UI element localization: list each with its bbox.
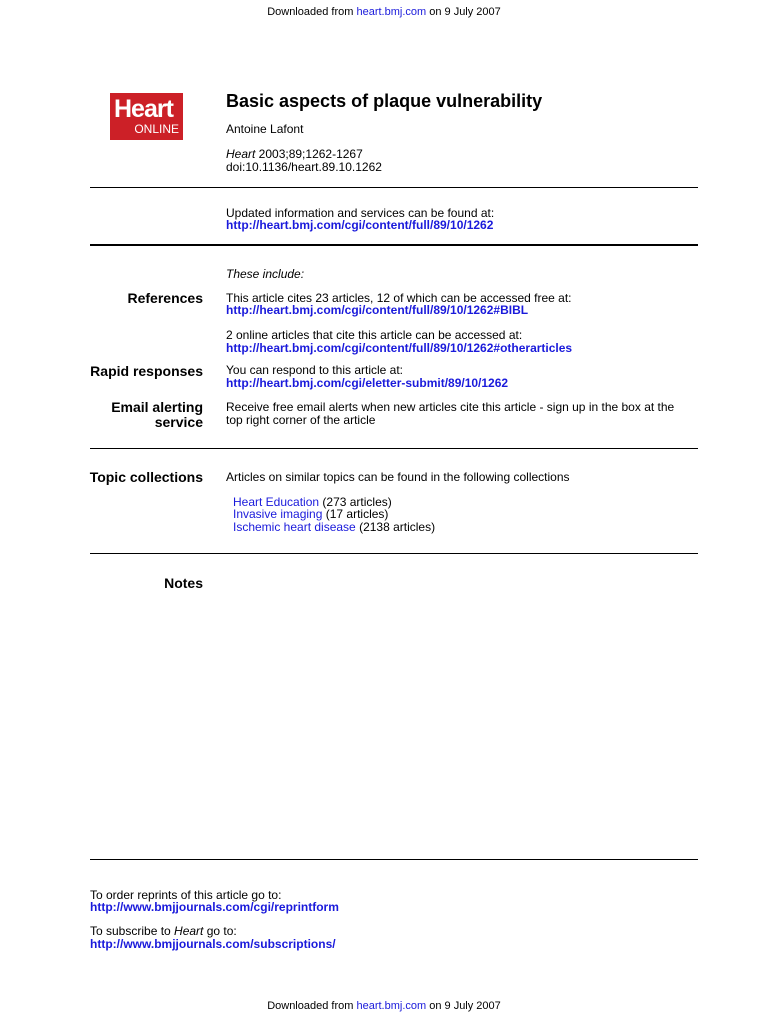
download-suffix: on 9 July 2007	[426, 1000, 501, 1012]
download-prefix: Downloaded from	[267, 1000, 357, 1012]
subscribe-link[interactable]: http://www.bmjjournals.com/subscriptions/	[90, 937, 336, 951]
email-alerting-label	[111, 400, 203, 430]
collection-count: (2138 articles)	[355, 520, 436, 534]
divider	[90, 553, 698, 554]
email-alerting-text-line2: top right corner of the article	[226, 412, 376, 427]
updated-info-link[interactable]: http://heart.bmj.com/cgi/content/full/89/10/1262	[226, 218, 494, 232]
rapid-responses-link[interactable]: http://heart.bmj.com/cgi/eletter-submit/89/10/1262	[226, 376, 509, 390]
collection-count: (273 articles)	[319, 495, 392, 509]
references-link-1[interactable]: http://heart.bmj.com/cgi/content/full/89/10/1262#BIBL	[226, 303, 529, 317]
updated-info-text: Updated information and services can be found at:	[226, 206, 495, 220]
references-text-2: 2 online articles that cite this article can be accessed at:	[226, 328, 523, 342]
collection-item	[233, 521, 435, 534]
download-notice-bottom	[0, 1000, 768, 1012]
divider	[90, 448, 698, 449]
email-alerting-text	[226, 401, 698, 426]
subscribe-journal: Heart	[174, 924, 204, 938]
article-author: Antoine Lafont	[226, 122, 304, 136]
site-link[interactable]: heart.bmj.com	[356, 1000, 427, 1012]
collection-link[interactable]: Invasive imaging	[233, 507, 323, 521]
divider	[90, 244, 698, 246]
subscribe-prefix: To subscribe to	[90, 924, 175, 938]
citation-details: 2003;89;1262-1267	[255, 147, 363, 161]
logo-online-text: ONLINE	[134, 122, 179, 136]
rapid-responses-text: You can respond to this article at:	[226, 363, 403, 377]
subscribe-text	[90, 925, 237, 938]
email-alerting-label-line1: Email alerting	[111, 399, 203, 415]
collection-item	[233, 508, 388, 521]
email-alerting-label-line2: service	[154, 414, 203, 430]
topic-collections-label: Topic collections	[89, 469, 203, 485]
download-suffix: on 9 July 2007	[426, 6, 501, 18]
references-label: References	[127, 290, 203, 306]
download-prefix: Downloaded from	[267, 6, 357, 18]
article-title: Basic aspects of plaque vulnerability	[226, 91, 543, 111]
references-text-1: This article cites 23 articles, 12 of which can be accessed free at:	[226, 291, 572, 305]
references-link-2[interactable]: http://heart.bmj.com/cgi/content/full/89/10/1262#otherarticles	[226, 341, 573, 355]
collection-link[interactable]: Ischemic heart disease	[233, 520, 356, 534]
download-notice-top	[0, 6, 768, 18]
rapid-responses-label: Rapid responses	[90, 363, 203, 379]
reprints-text: To order reprints of this article go to:	[90, 888, 282, 902]
email-alerting-text-line1: Receive free email alerts when new articles cite this article - sign up in the box at the	[226, 400, 675, 414]
heart-online-logo	[110, 93, 183, 140]
logo-heart-text: Heart	[114, 95, 173, 123]
site-link[interactable]: heart.bmj.com	[356, 6, 427, 18]
article-doi: doi:10.1136/heart.89.10.1262	[226, 160, 382, 174]
divider	[90, 187, 698, 188]
subscribe-suffix: go to:	[203, 924, 237, 938]
notes-label: Notes	[164, 575, 203, 591]
journal-name: Heart	[226, 147, 256, 161]
divider	[90, 859, 698, 860]
collection-link[interactable]: Heart Education	[233, 495, 320, 509]
these-include: These include:	[226, 267, 305, 281]
collection-count: (17 articles)	[322, 507, 389, 521]
topic-collections-text: Articles on similar topics can be found in the following collections	[226, 470, 570, 484]
reprints-link[interactable]: http://www.bmjjournals.com/cgi/reprintform	[90, 900, 339, 914]
